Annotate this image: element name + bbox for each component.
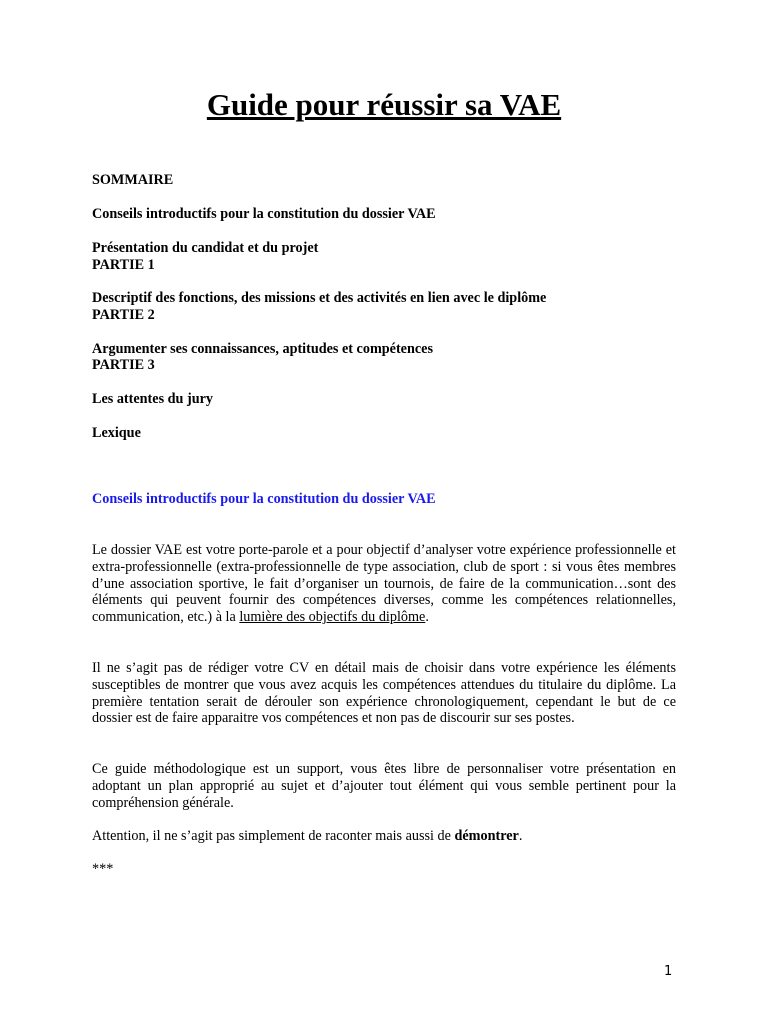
- toc-item: Descriptif des fonctions, des missions et des activités en lien avec le diplôme: [92, 290, 547, 306]
- toc-item: Lexique: [92, 425, 141, 441]
- paragraph-cv: Il ne s’agit pas de rédiger votre CV en détail mais de choisir dans votre expérience les éléments susceptibles de montrer que vous avez acquis les compétences attendues du titulaire du diplôme. La première tentation serait de dérouler son expérience chronologiquement, cependant le but de ce dossier est de faire apparaitre vos compétences et non pas de discourir sur ses postes.: [92, 660, 676, 727]
- toc-item: PARTIE 1: [92, 257, 155, 273]
- paragraph-text: Attention, il ne s’agit pas simplement de raconter mais aussi de: [92, 828, 455, 844]
- emphasis-word: démontrer: [454, 828, 519, 844]
- toc-item: Les attentes du jury: [92, 391, 213, 407]
- paragraph-punctuation: .: [425, 609, 429, 626]
- diploma-objectives-link[interactable]: lumière des objectifs du diplôme: [239, 609, 426, 626]
- paragraph-text: Le dossier VAE est votre porte-parole et a pour objectif d’analyser votre expérience professionnelle et extra-professionnelle (extra-professionnelle de type association, club de sport : si vous êtes membres d’une association sportive, le fait d’organiser un tournois, de faire de la communication…sont des éléments qui peuvent fournir des compétences diverses, comme les compétences relationnelles, communication, etc.) à la: [92, 542, 676, 626]
- toc-item: Présentation du candidat et du projet: [92, 240, 319, 256]
- document-title: Guide pour réussir sa VAE: [206, 87, 562, 122]
- paragraph-intro: [92, 542, 676, 626]
- toc-item: PARTIE 3: [92, 357, 155, 373]
- section-heading: Conseils introductifs pour la constitution du dossier VAE: [92, 491, 436, 507]
- section-separator: ***: [92, 861, 114, 877]
- toc-item: Conseils introductifs pour la constitution du dossier VAE: [92, 206, 436, 222]
- toc-heading: SOMMAIRE: [92, 172, 174, 188]
- paragraph-guide: Ce guide méthodologique est un support, vous êtes libre de personnaliser votre présentation en adoptant un plan approprié au sujet et d’ajouter tout élément qui vous semble pertinent pour la compréhension générale.: [92, 761, 676, 811]
- paragraph-attention: [92, 828, 676, 845]
- toc-item: Argumenter ses connaissances, aptitudes et compétences: [92, 341, 433, 357]
- paragraph-punctuation: .: [518, 828, 523, 844]
- page-number: 1: [664, 964, 673, 979]
- toc-item: PARTIE 2: [92, 307, 155, 323]
